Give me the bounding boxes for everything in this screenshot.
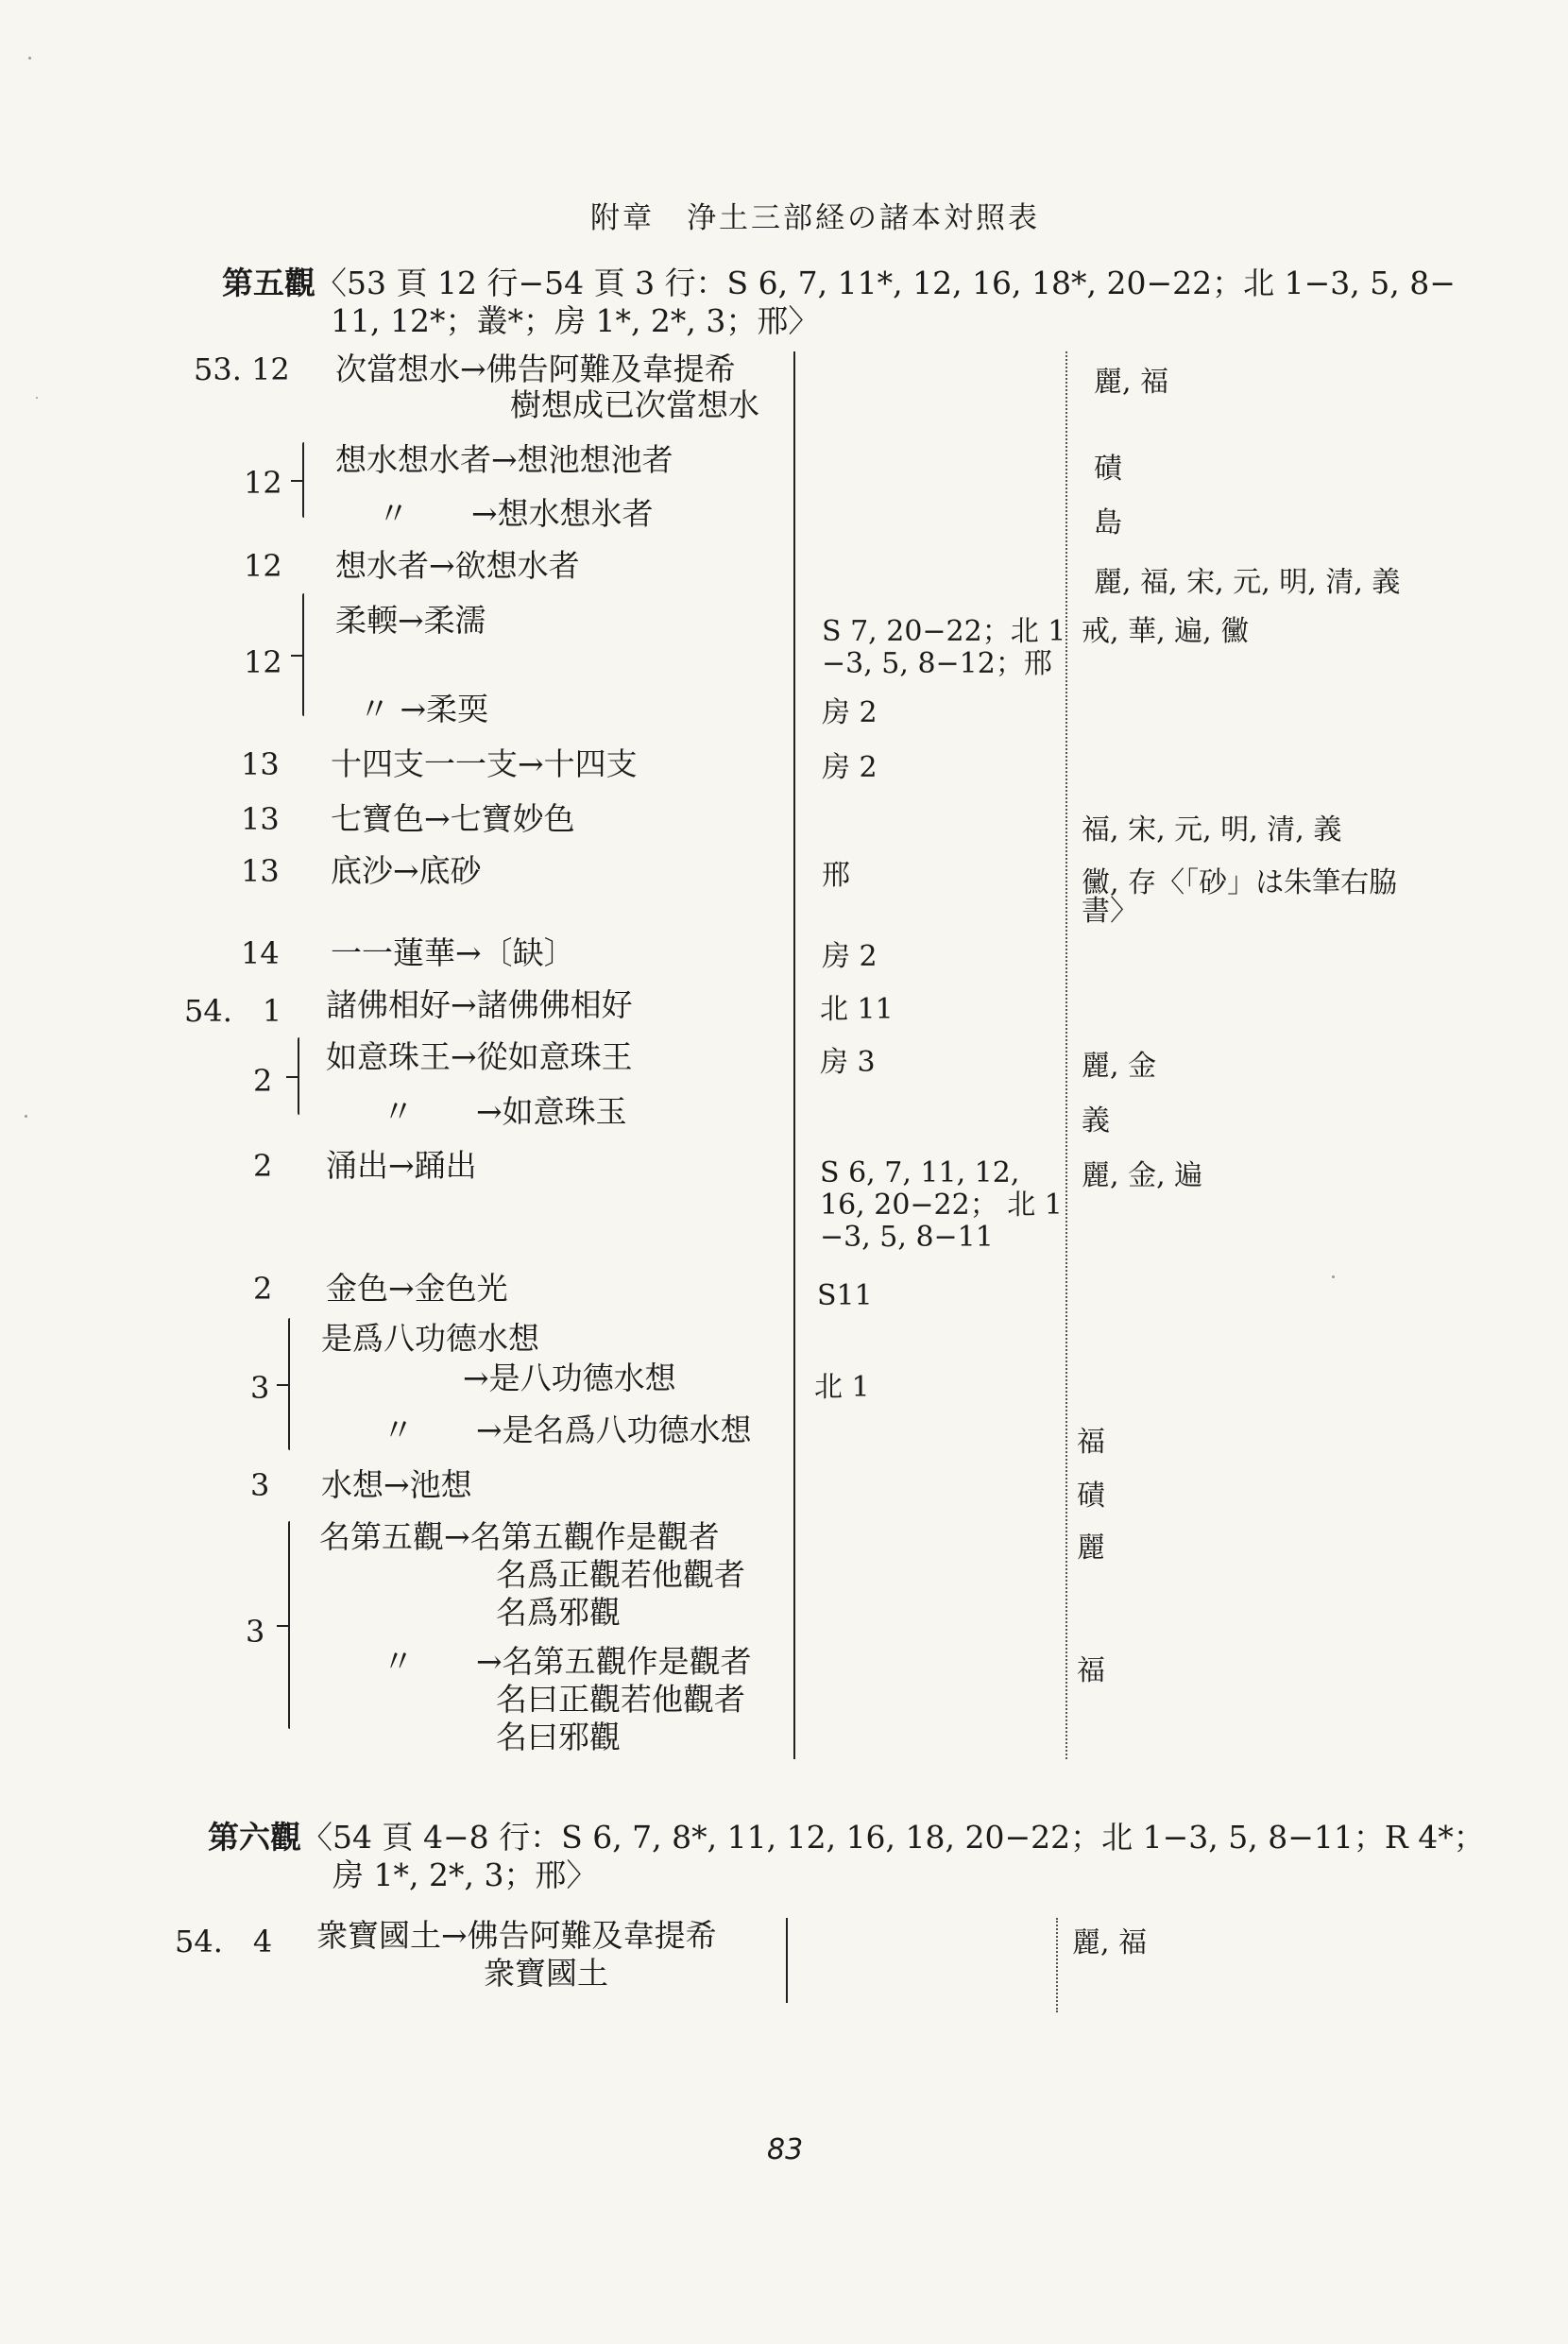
variant-reading: 名爲邪觀 — [496, 1594, 621, 1631]
section-heading-fifth — [222, 265, 1456, 302]
line-reference: 2 — [253, 1271, 273, 1307]
variant-reading: 金色→金色光 — [326, 1270, 508, 1307]
line-reference: 2 — [253, 1148, 273, 1184]
section-title: 第六觀 — [208, 1819, 301, 1856]
edition-list: 義 — [1082, 1104, 1110, 1138]
variant-reading: 想水者→欲想水者 — [335, 547, 580, 584]
edition-list: 黴, 存〈「砂」は朱筆右脇 — [1082, 866, 1398, 899]
group-brace — [288, 1318, 290, 1450]
line-reference: 2 — [253, 1063, 273, 1099]
edition-list: 福 — [1077, 1654, 1105, 1687]
line-reference: 12 — [244, 644, 282, 680]
line-reference: 3 — [246, 1614, 265, 1650]
line-reference: 12 — [244, 548, 282, 584]
column-divider-editions — [1065, 351, 1067, 1759]
line-reference: 3 — [250, 1370, 270, 1406]
variant-reading: 次當想水→佛告阿難及韋提希 — [335, 351, 736, 387]
source-list: 邢 — [822, 859, 850, 892]
scan-speck — [1332, 1275, 1335, 1278]
variant-reading: 一一蓮華→〔缺〕 — [331, 934, 575, 971]
line-reference: 13 — [241, 801, 280, 837]
edition-list: 福, 宋, 元, 明, 清, 義 — [1082, 813, 1342, 847]
scan-speck — [36, 397, 38, 399]
edition-list: 福 — [1077, 1426, 1105, 1459]
edition-list: 麗, 福, 宋, 元, 明, 清, 義 — [1094, 566, 1401, 599]
source-list: 房 3 — [820, 1046, 876, 1079]
edition-list: 麗, 福 — [1072, 1926, 1148, 1959]
group-brace — [288, 1521, 290, 1729]
edition-list: 磧 — [1094, 453, 1122, 486]
variant-reading: 衆寶國土 — [484, 1955, 608, 1992]
variant-reading: 七寶色→七寶妙色 — [331, 800, 575, 837]
edition-list: 戒, 華, 遍, 黴 — [1082, 615, 1250, 648]
source-list: 北 11 — [820, 993, 894, 1026]
line-reference: 3 — [250, 1467, 270, 1503]
variant-reading: 諸佛相好→諸佛佛相好 — [326, 986, 633, 1023]
source-list: 房 2 — [822, 940, 878, 973]
variant-reading: 十四支一一支→十四支 — [331, 745, 638, 782]
line-reference: 13 — [241, 853, 280, 889]
edition-list: 書〉 — [1082, 895, 1138, 928]
column-divider-editions — [1056, 1918, 1058, 2012]
group-brace — [298, 1037, 299, 1115]
scan-speck — [25, 1115, 27, 1118]
scan-speck — [28, 57, 31, 60]
edition-list: 島 — [1094, 506, 1122, 539]
variant-reading: 〃 →名第五觀作是觀者 — [383, 1643, 752, 1680]
line-reference: 14 — [241, 935, 280, 971]
variant-reading: 名爲正觀若他觀者 — [496, 1556, 745, 1593]
variant-reading: 想水想水者→想池想池者 — [335, 441, 673, 478]
variant-reading: 〃 →想水想氷者 — [378, 495, 654, 532]
line-reference: 12 — [244, 465, 282, 501]
variant-reading: →是八功德水想 — [463, 1360, 676, 1396]
variant-reading: 〃 →如意珠玉 — [383, 1093, 627, 1130]
variant-reading: 水想→池想 — [321, 1466, 472, 1503]
column-divider-sources — [786, 1918, 788, 2003]
section-scope-cont: 11, 12*；叢*；房 1*, 2*, 3；邢〉 — [331, 302, 820, 339]
source-list: 房 2 — [822, 696, 878, 729]
section-title: 第五觀 — [222, 265, 315, 301]
edition-list: 麗 — [1077, 1531, 1105, 1565]
source-list: S 7, 20−22；北 1 — [822, 615, 1066, 648]
edition-list: 麗, 金, 遍 — [1082, 1159, 1203, 1192]
section-scope-cont: 房 1*, 2*, 3；邢〉 — [332, 1856, 598, 1893]
line-reference: 54. 4 — [175, 1924, 273, 1959]
source-list: 北 1 — [814, 1371, 870, 1404]
line-reference: 53. 12 — [194, 351, 290, 387]
variant-reading: 底沙→底砂 — [331, 852, 482, 889]
edition-list: 麗, 金 — [1082, 1050, 1157, 1083]
variant-reading: 柔輭→柔濡 — [335, 602, 486, 639]
page-number: 83 — [767, 2133, 804, 2166]
variant-reading: 如意珠王→從如意珠王 — [326, 1038, 633, 1075]
variant-reading: 名曰正觀若他觀者 — [496, 1681, 745, 1718]
source-list: S 6, 7, 11, 12, — [820, 1156, 1020, 1189]
source-list: −3, 5, 8−11 — [820, 1221, 994, 1254]
variant-reading: 名第五觀→名第五觀作是觀者 — [319, 1518, 720, 1555]
line-reference: 13 — [241, 746, 280, 782]
edition-list: 磧 — [1077, 1480, 1105, 1513]
variant-reading: 涌出→踊出 — [326, 1147, 477, 1184]
source-list: 房 2 — [822, 751, 878, 784]
source-list: −3, 5, 8−12；邢 — [822, 647, 1052, 680]
section-scope: 〈53 頁 12 行−54 頁 3 行：S 6, 7, 11*, 12, 16, 18*, 20−22；北 1−3, 5, 8− — [315, 265, 1456, 301]
line-reference: 54. 1 — [184, 993, 282, 1029]
variant-reading: 衆寶國土→佛告阿難及韋提希 — [316, 1917, 717, 1954]
variant-reading: 〃 →是名爲八功德水想 — [383, 1412, 752, 1448]
source-list: 16, 20−22； 北 1 — [820, 1189, 1063, 1222]
section-heading-sixth — [208, 1819, 1485, 1856]
source-list: S11 — [817, 1279, 873, 1312]
running-header: 附章 浄土三部経の諸本対照表 — [590, 201, 1040, 235]
variant-reading: 樹想成已次當想水 — [510, 386, 759, 423]
variant-reading: 名曰邪觀 — [496, 1719, 621, 1755]
variant-reading: 〃 →柔耎 — [359, 691, 489, 727]
column-divider-sources — [793, 351, 795, 1759]
variant-reading: 是爲八功德水想 — [321, 1320, 539, 1357]
group-brace — [302, 442, 304, 518]
group-brace — [302, 593, 304, 716]
section-scope: 〈54 頁 4−8 行：S 6, 7, 8*, 11, 12, 16, 18, 20−22；北 1−3, 5, 8−11；R 4*； — [301, 1819, 1485, 1856]
edition-list: 麗, 福 — [1094, 366, 1169, 399]
